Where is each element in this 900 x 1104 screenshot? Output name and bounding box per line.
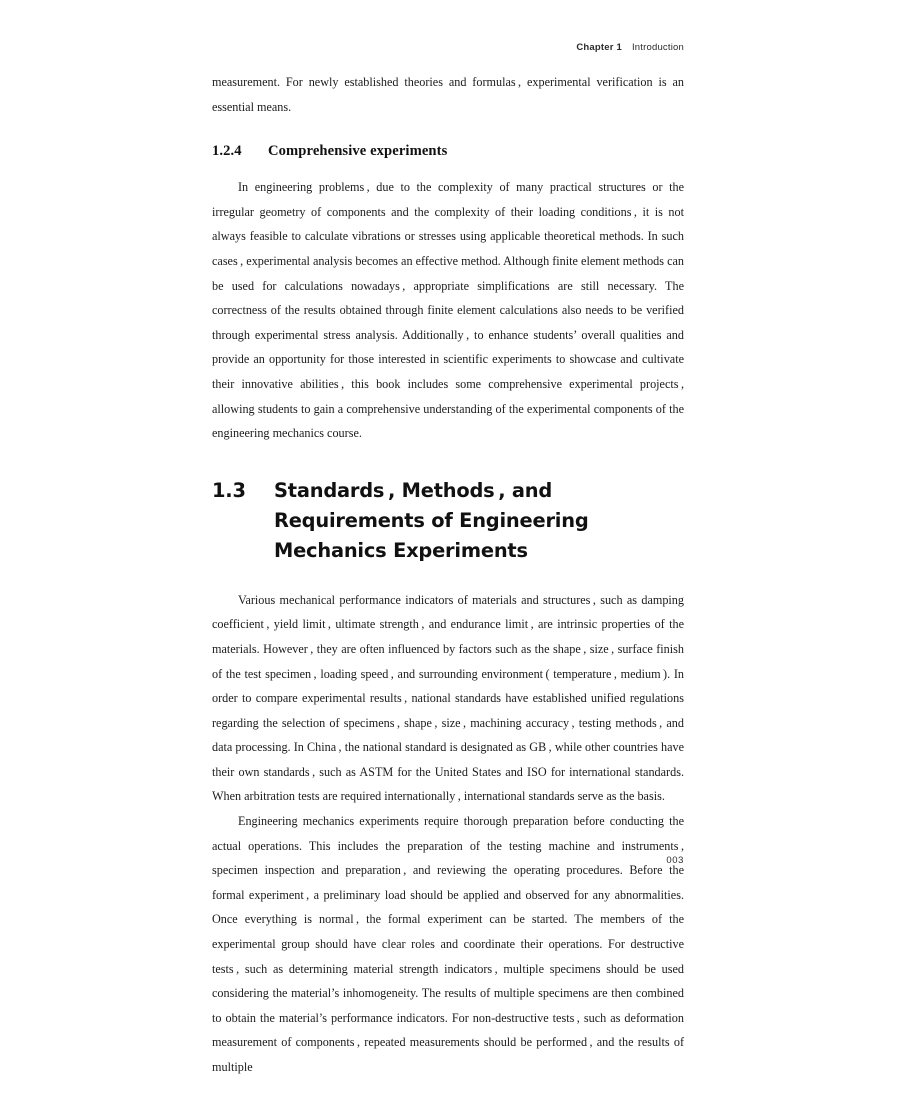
section-title: Standards , Methods , and Requirements of Engineering Mechanics Experiments (274, 478, 589, 562)
paragraph-preparation: Engineering mechanics experiments require thorough preparation before conducting the actual operations. This includes the preparation of the testing machine and instruments , specimen inspection and preparation , and reviewing the operating procedures. Before the formal experiment , a preliminary load should be applied and observed for any abnormalities. Once everything is normal , the formal experiment can be started. The members of the experimental group should have clear roles and coordinate their operations. For destructive tests , such as determining material strength indicators , multiple specimens should be used considering the material’s inhomogeneity. The results of multiple specimens are then combined to obtain the material’s performance indicators. For non-destructive tests , such as deformation measurement of components , repeated measurements should be performed , and the results of multiple (212, 814, 684, 1074)
section-number: 1.3 (212, 478, 246, 502)
paragraph-standards-methods: Various mechanical performance indicators of materials and structures , such as damping coefficient , yield limit , ultimate strength , and endurance limit , are intrinsic properties of the materials. However , they are often influenced by factors such as the shape , size , surface finish of the test specimen , loading speed , and surrounding environment ( temperature , medium ). In order to compare experimental results , national standards have established unified regulations regarding the selection of specimens , shape , size , machining accuracy , testing methods , and data processing. In China , the national standard is designated as GB , while other countries have their own standards , such as ASTM for the United States and ISO for international standards. When arbitration tests are required internationally , international standards serve as the basis. (212, 592, 684, 804)
section-heading-1-3 (212, 476, 684, 566)
subsection-number: 1.2.4 (212, 143, 242, 160)
running-header-chapter-label: Chapter 1 (576, 42, 622, 53)
subsection-heading-1-2-4 (212, 141, 684, 161)
paragraph-continued: measurement. For newly established theories and formulas , experimental verification is an essential means. (212, 75, 684, 114)
text-column (212, 70, 684, 1104)
running-header (212, 42, 684, 53)
page-number: 003 (666, 855, 684, 866)
paragraph-comprehensive-experiments: In engineering problems , due to the complexity of many practical structures or the irregular geometry of components and the complexity of their loading conditions , it is not always feasible to calculate vibrations or stresses using applicable theoretical methods. In such cases , experimental analysis becomes an effective method. Although finite element methods can be used for calculations nowadays , appropriate simplifications are still necessary. The correctness of the results obtained through finite element calculations also needs to be verified through experimental stress analysis. Additionally , to enhance students’ overall qualities and provide an opportunity for those interested in scientific experiments to showcase and cultivate their innovative abilities , this book includes some comprehensive experimental projects , allowing students to gain a comprehensive understanding of the experimental components of the engineering mechanics course. (212, 180, 684, 441)
subsection-title: Comprehensive experiments (268, 143, 448, 160)
running-header-chapter-title: Introduction (631, 42, 684, 53)
